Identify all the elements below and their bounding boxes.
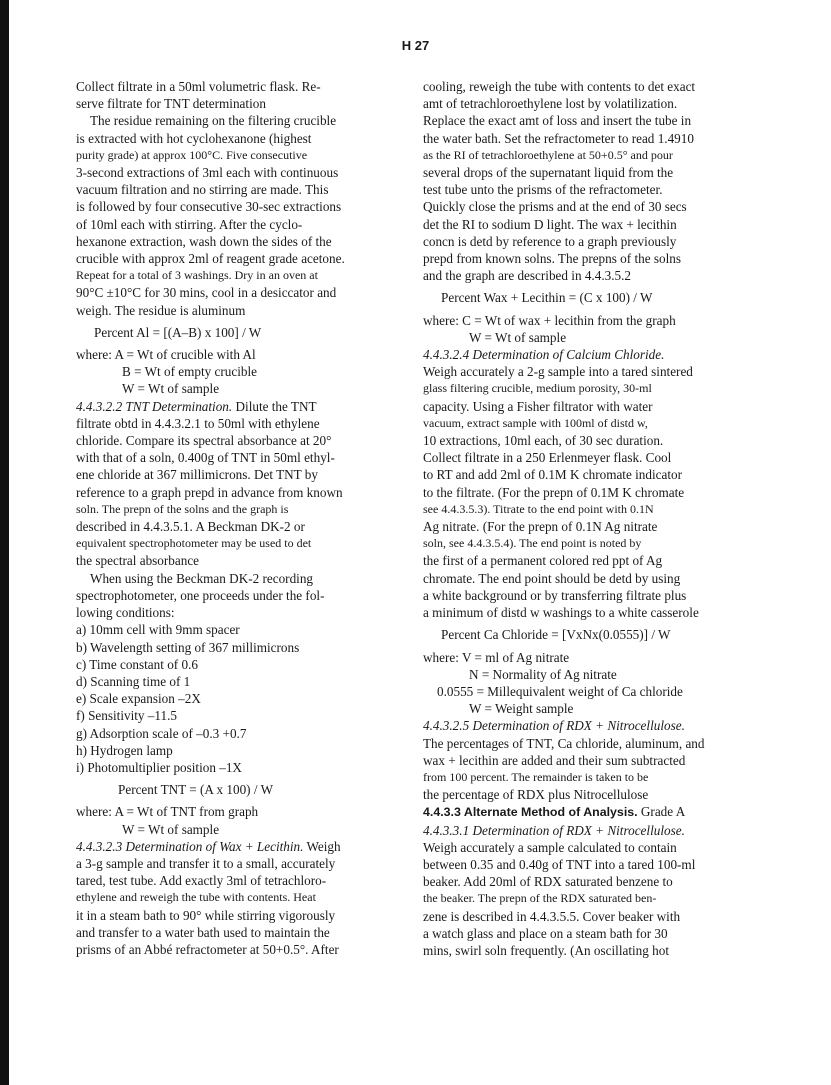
text-line: W = Wt of sample bbox=[469, 329, 567, 345]
text-line: When using the Beckman DK-2 recording bbox=[90, 570, 314, 586]
left-margin-bar bbox=[0, 0, 9, 1085]
text-line: ene chloride at 367 millimicrons. Det TNT by bbox=[76, 467, 318, 483]
text-line: Dilute the TNT bbox=[235, 398, 317, 414]
text-line: prisms of an Abbé refractometer at 50+0.5°. After bbox=[76, 941, 339, 957]
text-line: where: C = Wt of wax + lecithin from the graph bbox=[423, 312, 676, 328]
text-line: a watch glass and place on a steam bath for 30 bbox=[423, 925, 668, 941]
section-heading: 4.4.3.3.1 Determination of RDX + Nitrocellulose. bbox=[423, 822, 685, 838]
text-line: det the RI to sodium D light. The wax + lecithin bbox=[423, 216, 677, 232]
text-line: B = Wt of empty crucible bbox=[122, 364, 258, 380]
text-line: ethylene and reweigh the tube with contents. Heat bbox=[76, 890, 316, 905]
text-line: mins, swirl soln frequently. (An oscillating hot bbox=[423, 942, 670, 958]
text-line: W = Wt of sample bbox=[122, 821, 220, 837]
page-number: H 27 bbox=[401, 38, 430, 53]
text-line: equivalent spectrophotometer may be used to det bbox=[76, 536, 312, 551]
text-line: crucible with approx 2ml of reagent grade acetone. bbox=[76, 251, 345, 267]
text-line: Repeat for a total of 3 washings. Dry in an oven at bbox=[76, 268, 318, 283]
text-line: from 100 percent. The remainder is taken to be bbox=[423, 769, 649, 784]
text-line: capacity. Using a Fisher filtrator with water bbox=[423, 398, 653, 414]
text-line: it in a steam bath to 90° while stirring vigorously bbox=[76, 907, 336, 923]
text-line: described in 4.4.3.5.1. A Beckman DK-2 or bbox=[76, 519, 305, 535]
text-line: several drops of the supernatant liquid from the bbox=[423, 165, 674, 181]
text-line: the first of a permanent colored red ppt of Ag bbox=[423, 553, 663, 569]
list-item: g) Adsorption scale of –0.3 +0.7 bbox=[76, 725, 247, 741]
text-line: Weigh accurately a sample calculated to contain bbox=[423, 839, 677, 855]
text-line: 0.0555 = Millequivalent weight of Ca chloride bbox=[437, 683, 683, 699]
text-line: a white background or by transferring filtrate plus bbox=[423, 587, 687, 603]
text-line: chloride. Compare its spectral absorbance at 20° bbox=[76, 433, 332, 449]
text-line: cooling, reweigh the tube with contents to det exact bbox=[423, 79, 696, 94]
text-line: to RT and add 2ml of 0.1M K chromate indicator bbox=[423, 467, 682, 483]
formula-percent-ca-chloride: Percent Ca Chloride = [VxNx(0.0555)] / W bbox=[441, 627, 671, 643]
text-line: prepd from known solns. The prepns of the solns bbox=[423, 251, 681, 267]
text-line: zene is described in 4.4.3.5.5. Cover beaker with bbox=[423, 908, 681, 924]
text-line: the water bath. Set the refractometer to read 1.4910 bbox=[423, 130, 694, 146]
section-heading: 4.4.3.3 Alternate Method of Analysis. bbox=[423, 805, 638, 820]
text-line: wax + lecithin are added and their sum subtracted bbox=[423, 752, 686, 768]
text-line: where: A = Wt of TNT from graph bbox=[76, 804, 259, 820]
list-item: h) Hydrogen lamp bbox=[76, 742, 173, 758]
text-line: see 4.4.3.5.3). Titrate to the end point with 0.1N bbox=[423, 501, 654, 516]
text-line: Collect filtrate in a 50ml volumetric flask. Re- bbox=[76, 79, 321, 94]
text-line: filtrate obtd in 4.4.3.2.1 to 50ml with ethylene bbox=[76, 415, 320, 431]
text-line: test tube unto the prisms of the refractometer. bbox=[423, 182, 663, 198]
list-item: a) 10mm cell with 9mm spacer bbox=[76, 622, 240, 638]
list-item: e) Scale expansion –2X bbox=[76, 691, 201, 707]
section-heading: 4.4.3.2.5 Determination of RDX + Nitrocellulose. bbox=[423, 718, 685, 734]
text-line: weigh. The residue is aluminum bbox=[76, 302, 246, 318]
text-line: vacuum filtration and no stirring are made. This bbox=[76, 182, 329, 198]
left-column bbox=[76, 78, 394, 958]
text-line: the spectral absorbance bbox=[76, 553, 200, 569]
text-line: is extracted with hot cyclohexanone (highest bbox=[76, 130, 312, 146]
text-line: hexanone extraction, wash down the sides of the bbox=[76, 233, 332, 249]
text-line: glass filtering crucible, medium porosity, 30-ml bbox=[423, 381, 652, 396]
text-line: beaker. Add 20ml of RDX saturated benzene to bbox=[423, 874, 673, 890]
text-line: 10 extractions, 10ml each, of 30 sec duration. bbox=[423, 433, 664, 449]
text-line: Replace the exact amt of loss and insert the tube in bbox=[423, 113, 692, 129]
text-line: vacuum, extract sample with 100ml of distd w, bbox=[423, 415, 648, 430]
text-line: where: A = Wt of crucible with Al bbox=[76, 347, 256, 363]
text-line: tared, test tube. Add exactly 3ml of tetrachloro- bbox=[76, 873, 327, 889]
text-line: serve filtrate for TNT determination bbox=[76, 96, 266, 112]
list-item: d) Scanning time of 1 bbox=[76, 673, 191, 689]
text-line: Grade A bbox=[640, 804, 686, 820]
text-line: 3-second extractions of 3ml each with continuous bbox=[76, 165, 339, 181]
text-line: Quickly close the prisms and at the end of 30 secs bbox=[423, 199, 687, 215]
text-line: Weigh bbox=[306, 838, 341, 854]
text-line: The residue remaining on the filtering crucible bbox=[90, 113, 337, 129]
text-line: lowing conditions: bbox=[76, 605, 175, 621]
text-line: N = Normality of Ag nitrate bbox=[469, 666, 617, 682]
text-line: W = Wt of sample bbox=[122, 381, 220, 397]
text-line: soln. The prepn of the solns and the graph is bbox=[76, 501, 289, 516]
text-line: with that of a soln, 0.400g of TNT in 50ml ethyl- bbox=[76, 450, 335, 466]
right-column bbox=[423, 78, 768, 959]
text-line: amt of tetrachloroethylene lost by volatilization. bbox=[423, 96, 678, 112]
text-line: is followed by four consecutive 30-sec extractions bbox=[76, 199, 342, 215]
text-line: Ag nitrate. (For the prepn of 0.1N Ag nitrate bbox=[423, 519, 658, 535]
text-line: reference to a graph prepd in advance from known bbox=[76, 484, 343, 500]
text-line: Weigh accurately a 2-g sample into a tared sintered bbox=[423, 364, 693, 380]
list-item: f) Sensitivity –11.5 bbox=[76, 708, 177, 724]
list-item: b) Wavelength setting of 367 millimicrons bbox=[76, 639, 300, 655]
text-line: as the RI of tetrachloroethylene at 50+0.5° and pour bbox=[423, 147, 673, 162]
formula-percent-tnt: Percent TNT = (A x 100) / W bbox=[118, 782, 274, 798]
text-line: W = Weight sample bbox=[469, 701, 574, 717]
text-line: the percentage of RDX plus Nitrocellulose bbox=[423, 787, 649, 803]
text-line: a minimum of distd w washings to a white casserole bbox=[423, 605, 699, 621]
text-line: and the graph are described in 4.4.3.5.2 bbox=[423, 268, 631, 284]
text-line: purity grade) at approx 100°C. Five consecutive bbox=[76, 147, 308, 162]
list-item: c) Time constant of 0.6 bbox=[76, 656, 198, 672]
text-line: and transfer to a water bath used to maintain the bbox=[76, 924, 330, 940]
text-line: Collect filtrate in a 250 Erlenmeyer flask. Cool bbox=[423, 450, 672, 466]
text-line: soln, see 4.4.3.5.4). The end point is noted by bbox=[423, 536, 642, 551]
section-heading: 4.4.3.2.3 Determination of Wax + Lecithin. bbox=[76, 838, 304, 854]
list-item: i) Photomultiplier position –1X bbox=[76, 759, 242, 775]
text-line: 90°C ±10°C for 30 mins, cool in a desiccator and bbox=[76, 285, 337, 301]
section-heading: 4.4.3.2.2 TNT Determination. bbox=[76, 398, 233, 414]
text-line: concn is detd by reference to a graph previously bbox=[423, 233, 677, 249]
formula-percent-wax: Percent Wax + Lecithin = (C x 100) / W bbox=[441, 290, 653, 306]
text-line: to the filtrate. (For the prepn of 0.1M K chromate bbox=[423, 484, 685, 500]
text-line: a 3-g sample and transfer it to a small, accurately bbox=[76, 855, 336, 871]
text-line: of 10ml each with stirring. After the cyclo- bbox=[76, 216, 303, 232]
text-line: where: V = ml of Ag nitrate bbox=[423, 649, 570, 665]
text-line: the beaker. The prepn of the RDX saturated ben- bbox=[423, 891, 657, 906]
text-line: between 0.35 and 0.40g of TNT into a tared 100-ml bbox=[423, 856, 696, 872]
section-heading: 4.4.3.2.4 Determination of Calcium Chloride. bbox=[423, 347, 665, 363]
formula-percent-al: Percent Al = [(A–B) x 100] / W bbox=[94, 324, 262, 340]
text-line: spectrophotometer, one proceeds under the fol- bbox=[76, 587, 325, 603]
text-line: chromate. The end point should be detd by using bbox=[423, 570, 681, 586]
text-line: The percentages of TNT, Ca chloride, aluminum, and bbox=[423, 735, 705, 751]
